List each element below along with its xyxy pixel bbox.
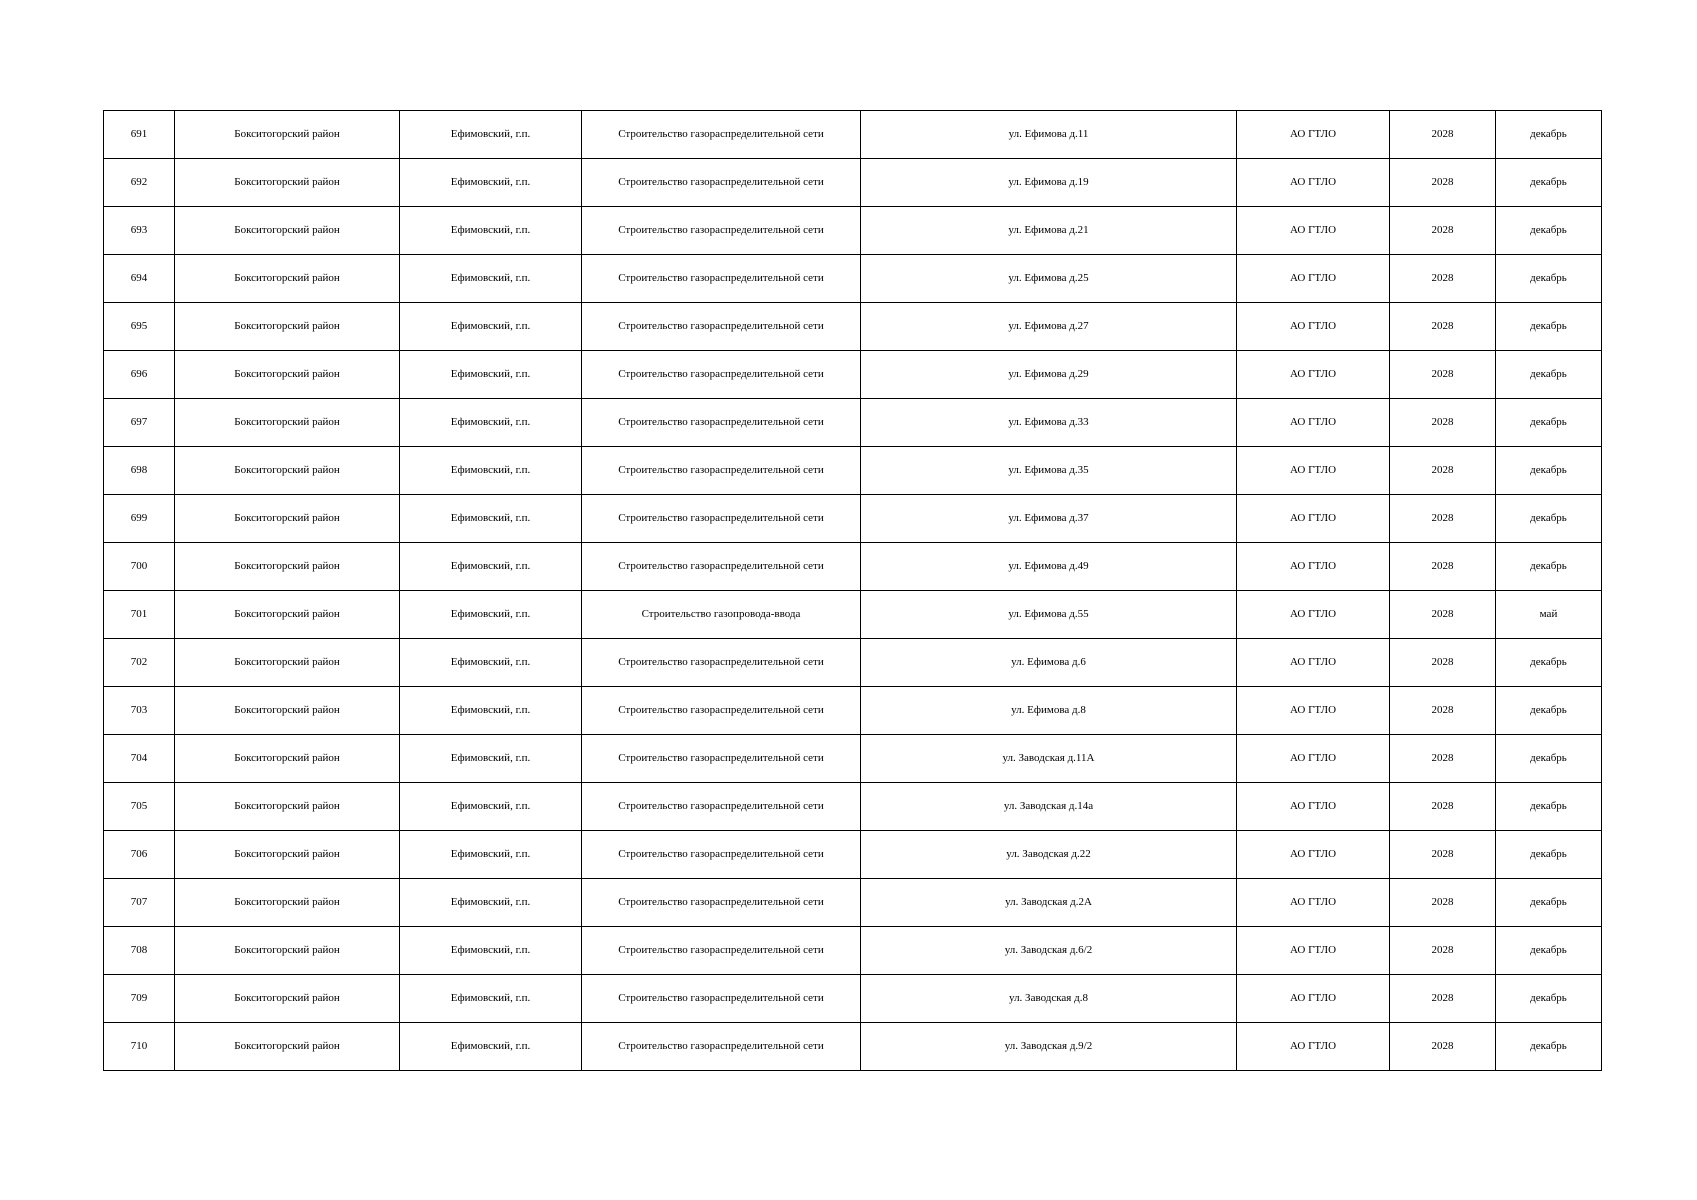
cell-month: май	[1496, 591, 1602, 639]
cell-number: 710	[104, 1023, 175, 1071]
cell-district: Бокситогорский район	[175, 927, 400, 975]
cell-address: ул. Заводская д.9/2	[861, 1023, 1237, 1071]
cell-settlement: Ефимовский, г.п.	[400, 879, 582, 927]
cell-month: декабрь	[1496, 879, 1602, 927]
table-row	[104, 591, 1602, 639]
cell-organization: АО ГТЛО	[1237, 207, 1390, 255]
table-row	[104, 831, 1602, 879]
cell-organization: АО ГТЛО	[1237, 975, 1390, 1023]
cell-work-type: Строительство газораспределительной сети	[582, 783, 861, 831]
cell-address: ул. Заводская д.8	[861, 975, 1237, 1023]
cell-district: Бокситогорский район	[175, 111, 400, 159]
cell-month: декабрь	[1496, 783, 1602, 831]
cell-work-type: Строительство газораспределительной сети	[582, 255, 861, 303]
cell-year: 2028	[1390, 687, 1496, 735]
table-row	[104, 783, 1602, 831]
cell-number: 707	[104, 879, 175, 927]
cell-address: ул. Ефимова д.8	[861, 687, 1237, 735]
cell-settlement: Ефимовский, г.п.	[400, 831, 582, 879]
table-row	[104, 879, 1602, 927]
cell-year: 2028	[1390, 399, 1496, 447]
cell-work-type: Строительство газораспределительной сети	[582, 351, 861, 399]
cell-district: Бокситогорский район	[175, 303, 400, 351]
cell-address: ул. Ефимова д.21	[861, 207, 1237, 255]
cell-district: Бокситогорский район	[175, 543, 400, 591]
cell-month: декабрь	[1496, 639, 1602, 687]
table-row	[104, 447, 1602, 495]
cell-number: 694	[104, 255, 175, 303]
cell-organization: АО ГТЛО	[1237, 591, 1390, 639]
cell-organization: АО ГТЛО	[1237, 543, 1390, 591]
cell-organization: АО ГТЛО	[1237, 927, 1390, 975]
cell-district: Бокситогорский район	[175, 255, 400, 303]
cell-organization: АО ГТЛО	[1237, 399, 1390, 447]
cell-number: 706	[104, 831, 175, 879]
cell-settlement: Ефимовский, г.п.	[400, 543, 582, 591]
cell-settlement: Ефимовский, г.п.	[400, 159, 582, 207]
cell-number: 691	[104, 111, 175, 159]
cell-work-type: Строительство газораспределительной сети	[582, 207, 861, 255]
table-row	[104, 207, 1602, 255]
cell-month: декабрь	[1496, 255, 1602, 303]
cell-month: декабрь	[1496, 111, 1602, 159]
table-row	[104, 495, 1602, 543]
cell-work-type: Строительство газораспределительной сети	[582, 879, 861, 927]
cell-work-type: Строительство газораспределительной сети	[582, 543, 861, 591]
cell-address: ул. Ефимова д.27	[861, 303, 1237, 351]
cell-settlement: Ефимовский, г.п.	[400, 111, 582, 159]
cell-organization: АО ГТЛО	[1237, 687, 1390, 735]
cell-organization: АО ГТЛО	[1237, 831, 1390, 879]
cell-work-type: Строительство газораспределительной сети	[582, 159, 861, 207]
cell-settlement: Ефимовский, г.п.	[400, 303, 582, 351]
cell-year: 2028	[1390, 207, 1496, 255]
cell-organization: АО ГТЛО	[1237, 495, 1390, 543]
cell-district: Бокситогорский район	[175, 831, 400, 879]
cell-month: декабрь	[1496, 351, 1602, 399]
cell-settlement: Ефимовский, г.п.	[400, 447, 582, 495]
cell-year: 2028	[1390, 351, 1496, 399]
cell-number: 705	[104, 783, 175, 831]
cell-year: 2028	[1390, 447, 1496, 495]
cell-month: декабрь	[1496, 975, 1602, 1023]
cell-settlement: Ефимовский, г.п.	[400, 975, 582, 1023]
cell-organization: АО ГТЛО	[1237, 783, 1390, 831]
cell-number: 704	[104, 735, 175, 783]
cell-settlement: Ефимовский, г.п.	[400, 735, 582, 783]
cell-work-type: Строительство газораспределительной сети	[582, 111, 861, 159]
cell-year: 2028	[1390, 975, 1496, 1023]
cell-settlement: Ефимовский, г.п.	[400, 351, 582, 399]
cell-organization: АО ГТЛО	[1237, 255, 1390, 303]
cell-address: ул. Ефимова д.19	[861, 159, 1237, 207]
cell-work-type: Строительство газопровода-ввода	[582, 591, 861, 639]
cell-number: 693	[104, 207, 175, 255]
cell-work-type: Строительство газораспределительной сети	[582, 831, 861, 879]
cell-year: 2028	[1390, 735, 1496, 783]
cell-settlement: Ефимовский, г.п.	[400, 639, 582, 687]
cell-settlement: Ефимовский, г.п.	[400, 255, 582, 303]
cell-address: ул. Ефимова д.6	[861, 639, 1237, 687]
cell-year: 2028	[1390, 879, 1496, 927]
cell-organization: АО ГТЛО	[1237, 735, 1390, 783]
cell-year: 2028	[1390, 639, 1496, 687]
cell-address: ул. Ефимова д.11	[861, 111, 1237, 159]
table-row	[104, 255, 1602, 303]
cell-address: ул. Ефимова д.49	[861, 543, 1237, 591]
cell-district: Бокситогорский район	[175, 879, 400, 927]
table-row	[104, 687, 1602, 735]
cell-address: ул. Ефимова д.25	[861, 255, 1237, 303]
table-row	[104, 111, 1602, 159]
cell-number: 708	[104, 927, 175, 975]
cell-month: декабрь	[1496, 831, 1602, 879]
cell-work-type: Строительство газораспределительной сети	[582, 639, 861, 687]
cell-number: 695	[104, 303, 175, 351]
cell-number: 696	[104, 351, 175, 399]
table-row	[104, 303, 1602, 351]
cell-organization: АО ГТЛО	[1237, 111, 1390, 159]
cell-district: Бокситогорский район	[175, 399, 400, 447]
cell-settlement: Ефимовский, г.п.	[400, 687, 582, 735]
cell-month: декабрь	[1496, 927, 1602, 975]
cell-number: 697	[104, 399, 175, 447]
cell-district: Бокситогорский район	[175, 159, 400, 207]
table-row	[104, 735, 1602, 783]
cell-address: ул. Ефимова д.29	[861, 351, 1237, 399]
cell-district: Бокситогорский район	[175, 639, 400, 687]
cell-settlement: Ефимовский, г.п.	[400, 927, 582, 975]
cell-district: Бокситогорский район	[175, 351, 400, 399]
cell-number: 702	[104, 639, 175, 687]
cell-district: Бокситогорский район	[175, 1023, 400, 1071]
cell-number: 698	[104, 447, 175, 495]
cell-year: 2028	[1390, 495, 1496, 543]
cell-month: декабрь	[1496, 495, 1602, 543]
cell-address: ул. Ефимова д.55	[861, 591, 1237, 639]
cell-number: 699	[104, 495, 175, 543]
cell-settlement: Ефимовский, г.п.	[400, 783, 582, 831]
cell-month: декабрь	[1496, 399, 1602, 447]
cell-month: декабрь	[1496, 159, 1602, 207]
cell-work-type: Строительство газораспределительной сети	[582, 687, 861, 735]
cell-work-type: Строительство газораспределительной сети	[582, 927, 861, 975]
cell-address: ул. Заводская д.6/2	[861, 927, 1237, 975]
table-row	[104, 399, 1602, 447]
cell-number: 701	[104, 591, 175, 639]
cell-district: Бокситогорский район	[175, 735, 400, 783]
cell-work-type: Строительство газораспределительной сети	[582, 1023, 861, 1071]
table-row	[104, 159, 1602, 207]
cell-address: ул. Заводская д.14а	[861, 783, 1237, 831]
table-row	[104, 543, 1602, 591]
cell-number: 700	[104, 543, 175, 591]
table-row	[104, 927, 1602, 975]
cell-year: 2028	[1390, 591, 1496, 639]
cell-month: декабрь	[1496, 207, 1602, 255]
cell-year: 2028	[1390, 1023, 1496, 1071]
cell-work-type: Строительство газораспределительной сети	[582, 447, 861, 495]
cell-district: Бокситогорский район	[175, 783, 400, 831]
cell-organization: АО ГТЛО	[1237, 639, 1390, 687]
cell-settlement: Ефимовский, г.п.	[400, 207, 582, 255]
cell-month: декабрь	[1496, 447, 1602, 495]
cell-year: 2028	[1390, 255, 1496, 303]
cell-work-type: Строительство газораспределительной сети	[582, 975, 861, 1023]
cell-year: 2028	[1390, 783, 1496, 831]
gasification-schedule-table	[103, 110, 1602, 1071]
cell-number: 692	[104, 159, 175, 207]
cell-address: ул. Ефимова д.37	[861, 495, 1237, 543]
cell-settlement: Ефимовский, г.п.	[400, 399, 582, 447]
cell-year: 2028	[1390, 111, 1496, 159]
cell-month: декабрь	[1496, 303, 1602, 351]
cell-district: Бокситогорский район	[175, 975, 400, 1023]
cell-organization: АО ГТЛО	[1237, 879, 1390, 927]
cell-organization: АО ГТЛО	[1237, 447, 1390, 495]
cell-settlement: Ефимовский, г.п.	[400, 495, 582, 543]
table-row	[104, 351, 1602, 399]
cell-organization: АО ГТЛО	[1237, 1023, 1390, 1071]
cell-month: декабрь	[1496, 735, 1602, 783]
cell-number: 709	[104, 975, 175, 1023]
cell-year: 2028	[1390, 831, 1496, 879]
cell-year: 2028	[1390, 159, 1496, 207]
cell-address: ул. Заводская д.22	[861, 831, 1237, 879]
cell-district: Бокситогорский район	[175, 447, 400, 495]
table-row	[104, 975, 1602, 1023]
cell-address: ул. Ефимова д.35	[861, 447, 1237, 495]
cell-district: Бокситогорский район	[175, 495, 400, 543]
cell-district: Бокситогорский район	[175, 591, 400, 639]
cell-year: 2028	[1390, 927, 1496, 975]
cell-address: ул. Заводская д.2А	[861, 879, 1237, 927]
cell-organization: АО ГТЛО	[1237, 159, 1390, 207]
cell-year: 2028	[1390, 303, 1496, 351]
cell-settlement: Ефимовский, г.п.	[400, 591, 582, 639]
cell-number: 703	[104, 687, 175, 735]
table-row	[104, 1023, 1602, 1071]
cell-district: Бокситогорский район	[175, 687, 400, 735]
table-body	[104, 111, 1602, 1071]
cell-organization: АО ГТЛО	[1237, 351, 1390, 399]
cell-district: Бокситогорский район	[175, 207, 400, 255]
cell-year: 2028	[1390, 543, 1496, 591]
cell-work-type: Строительство газораспределительной сети	[582, 495, 861, 543]
cell-address: ул. Заводская д.11А	[861, 735, 1237, 783]
table-row	[104, 639, 1602, 687]
cell-address: ул. Ефимова д.33	[861, 399, 1237, 447]
cell-month: декабрь	[1496, 687, 1602, 735]
cell-work-type: Строительство газораспределительной сети	[582, 399, 861, 447]
cell-work-type: Строительство газораспределительной сети	[582, 735, 861, 783]
cell-organization: АО ГТЛО	[1237, 303, 1390, 351]
cell-month: декабрь	[1496, 543, 1602, 591]
cell-month: декабрь	[1496, 1023, 1602, 1071]
cell-work-type: Строительство газораспределительной сети	[582, 303, 861, 351]
cell-settlement: Ефимовский, г.п.	[400, 1023, 582, 1071]
